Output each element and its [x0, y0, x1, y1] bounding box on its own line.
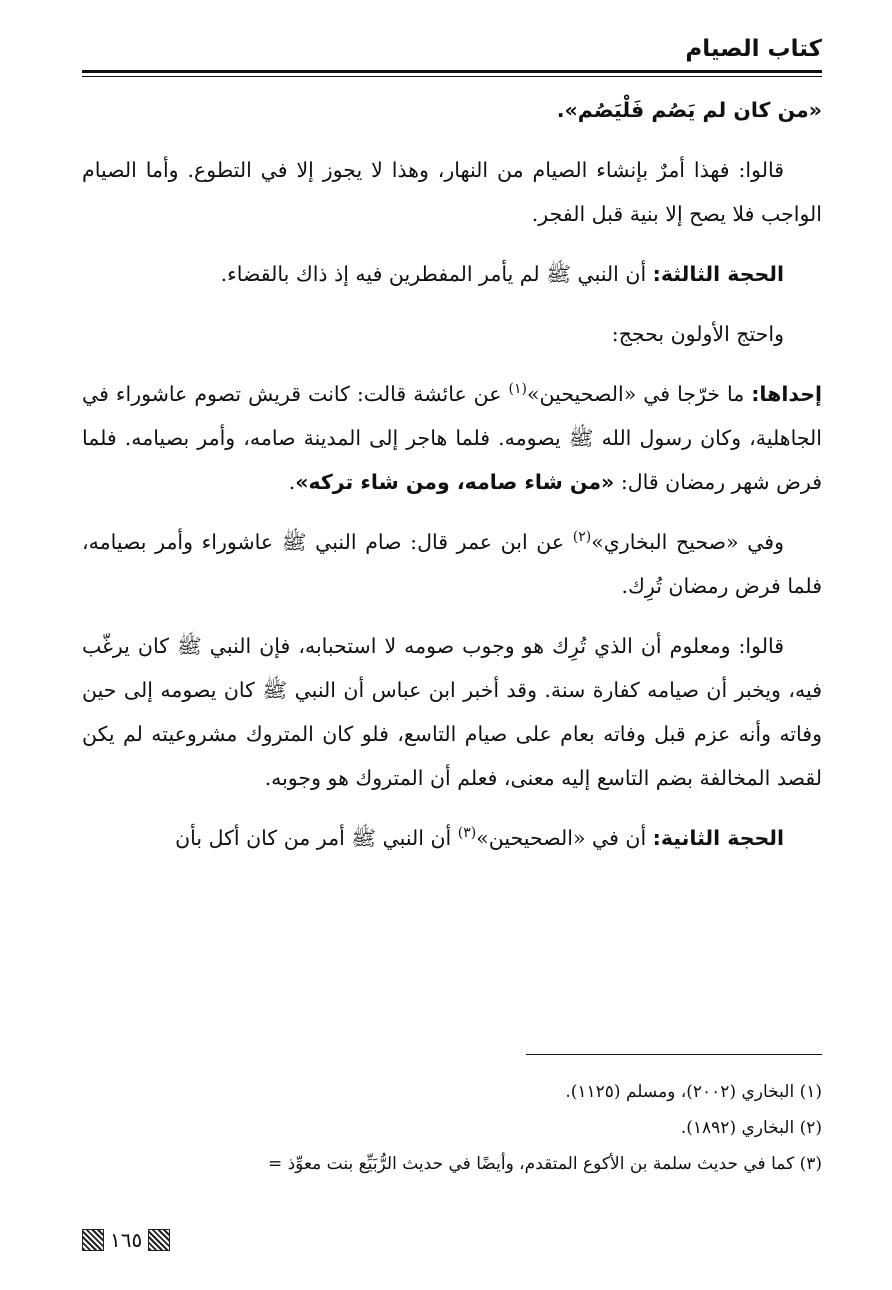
page-number-block [82, 1228, 170, 1252]
paragraph-1 [82, 88, 822, 132]
footnote-3: (٣) كما في حديث سلمة بن الأكوع المتقدم، وأيضًا في حديث الرُّبَيِّع بنت معوِّذ = [267, 1154, 822, 1174]
paragraph-3-text: أن النبي ﷺ لم يأمر المفطرين فيه إذ ذاك بالقضاء. [220, 262, 653, 286]
header-rule-thin [82, 76, 822, 77]
paragraph-5-end: . [288, 470, 296, 494]
paragraph-6 [82, 520, 822, 608]
paragraph-8 [82, 816, 822, 860]
ornament-left-icon [82, 1229, 104, 1251]
argument-heading-third: الحجة الثالثة: [652, 262, 784, 286]
hadith-quote: «من كان لم يَصُم فَلْيَصُم». [556, 98, 822, 122]
footnotes [82, 1074, 822, 1182]
paragraph-6-text-a: وفي «صحيح البخاري» [591, 530, 784, 554]
footnote-separator [526, 1054, 822, 1055]
footnote-ref-1[interactable]: (١) [508, 381, 527, 398]
header-rule [82, 70, 822, 73]
paragraph-5-text-a: ما خرّجا في «الصحيحين» [526, 382, 752, 406]
ornament-right-icon [148, 1229, 170, 1251]
paragraph-8-text-b: أن النبي ﷺ أمر من كان أكل بأن [175, 826, 458, 850]
footnote-ref-2[interactable]: (٢) [572, 529, 592, 546]
page-number: ١٦٥ [110, 1228, 143, 1252]
chapter-title: كتاب الصيام [685, 36, 822, 62]
footnote-2: (٢) البخاري (١٨٩٢). [680, 1118, 822, 1138]
paragraph-5-quote: «من شاء صامه، ومن شاء تركه» [295, 470, 615, 494]
argument-heading-second: الحجة الثانية: [652, 826, 784, 850]
paragraph-5-text-b: عن عائشة قالت: كانت قريش تصوم عاشوراء في الجاهلية، وكان رسول الله ﷺ يصومه. فلما هاجر إلى المدينة صامه، وأمر بصيامه. فلما فرض شهر رمضان قال: [82, 382, 822, 494]
body-text [82, 88, 822, 860]
paragraph-8-text-a: أن في «الصحيحين» [476, 826, 653, 850]
footnote-1: (١) البخاري (٢٠٠٢)، ومسلم (١١٢٥). [565, 1082, 822, 1102]
paragraph-7: قالوا: ومعلوم أن الذي تُرِك هو وجوب صومه لا استحبابه، فإن النبي ﷺ كان يرغّب فيه، ويخبر أن صيامه كفارة سنة. وقد أخبر ابن عباس أن النبي ﷺ كان يصومه إلى حين وفاته وأنه عزم قبل وفاته بعام على صيام التاسع، فلو كان المتروك مشروعيته لم يكن لقصد المخالفة بضم التاسع إليه معنى، فعلم أن المتروك هو وجوبه. [82, 634, 822, 790]
paragraph-3 [82, 252, 822, 296]
paragraph-2: قالوا: فهذا أمرٌ بإنشاء الصيام من النهار، وهذا لا يجوز إلا في التطوع. وأما الصيام الواجب فلا يصح إلا بنية قبل الفجر. [82, 158, 822, 226]
footnote-ref-3[interactable]: (٣) [457, 825, 477, 842]
argument-heading-first: إحداها: [751, 382, 823, 406]
page-content [82, 28, 823, 1174]
paragraph-6-text-b: عن ابن عمر قال: صام النبي ﷺ عاشوراء وأمر بصيامه، فلما فرض رمضان تُرِك. [82, 530, 822, 598]
page-header [82, 28, 822, 72]
paragraph-5 [82, 372, 822, 504]
paragraph-4: واحتج الأولون بحجج: [611, 322, 784, 346]
